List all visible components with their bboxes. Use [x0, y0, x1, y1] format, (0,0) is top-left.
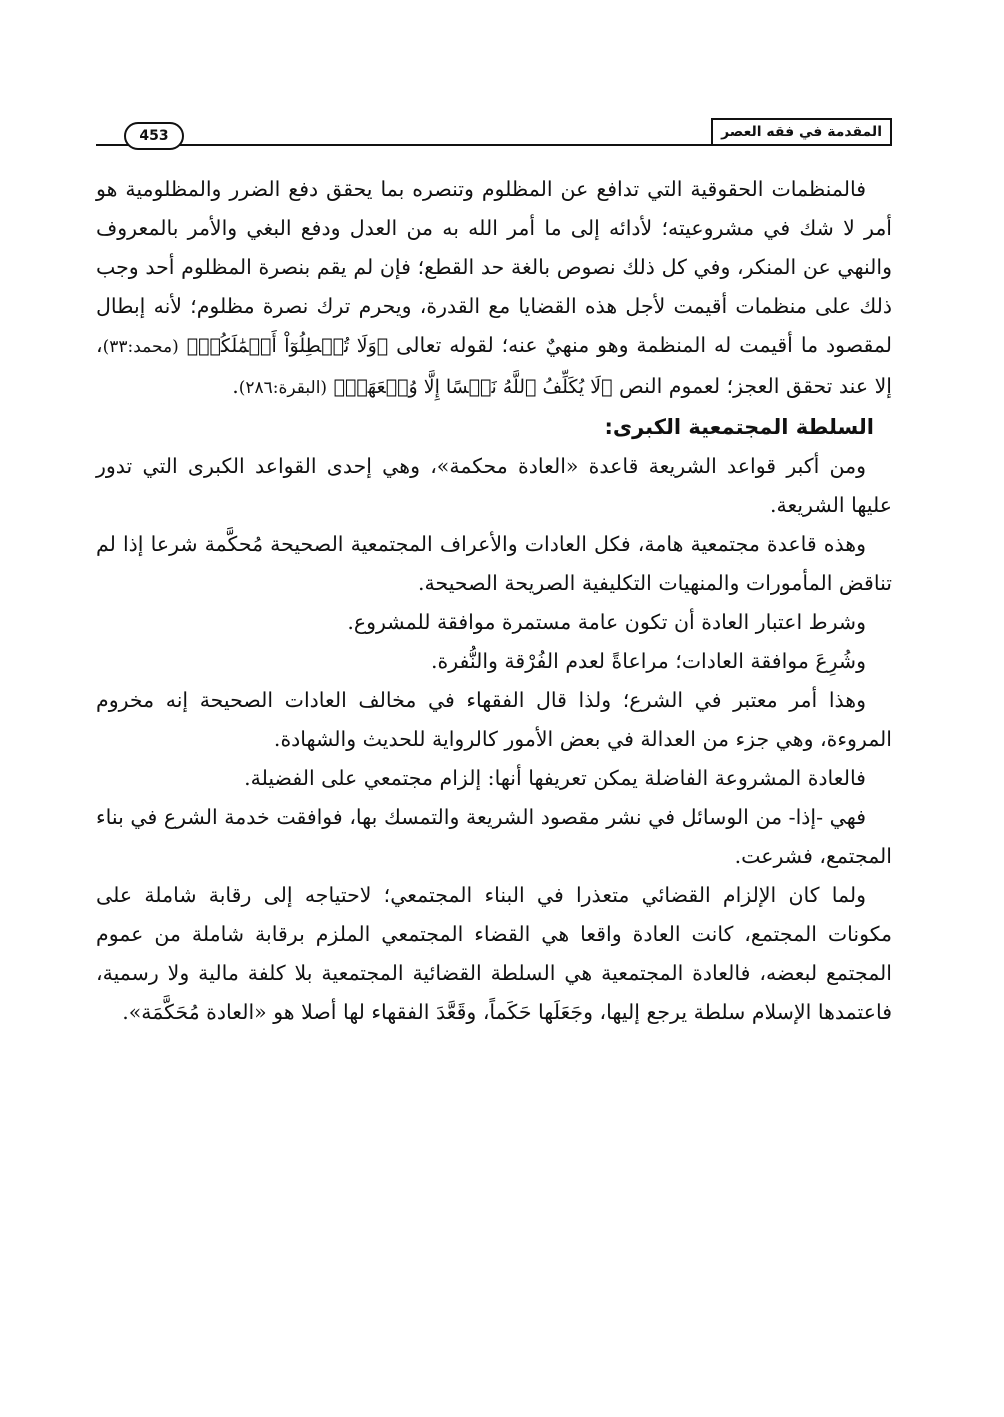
page-number: 453	[124, 122, 184, 150]
paragraph: ومن أكبر قواعد الشريعة قاعدة «العادة محكمة»، وهي إحدى القواعد الكبرى التي تدور عليها الشريعة.	[96, 454, 892, 517]
page-body	[96, 170, 892, 1032]
paragraph-text: .	[232, 374, 239, 398]
paragraph: ولما كان الإلزام القضائي متعذرا في البناء المجتمعي؛ لاحتياجه إلى رقابة شاملة على مكونات المجتمع، كانت العادة واقعا هي القضاء المجتمعي الملزم برقابة شاملة من عموم المجتمع لبعضه، فالعادة المجتمعية هي السلطة القضائية المجتمعية بلا كلفة مالية ولا رسمية، فاعتمدها الإسلام سلطة يرجع إليها، وجَعَلَها حَكَماً، وقَعَّدَ الفقهاء لها أصلا هو «العادة مُحَكَّمَة».	[96, 883, 892, 1024]
verse-reference: (البقرة:٢٨٦)	[238, 378, 328, 398]
running-title: المقدمة في فقه العصر	[711, 118, 892, 144]
quran-verse: ﴿لَا يُكَلِّفُ ٱللَّهُ نَفۡسًا إِلَّا وُسۡعَهَاۚ﴾	[333, 376, 613, 398]
header-rule	[96, 144, 892, 146]
paragraph: وهذا أمر معتبر في الشرع؛ ولذا قال الفقهاء في مخالف العادات الصحيحة إنه مخروم المروءة، وهي جزء من العدالة في بعض الأمور كالرواية للحديث والشهادة.	[96, 688, 892, 751]
section-heading: السلطة المجتمعية الكبرى:	[604, 415, 874, 439]
paragraph-organizations	[96, 170, 892, 408]
paragraph-text: ، إلا عند تحقق العجز؛ لعموم النص	[96, 333, 892, 398]
quran-verse: ﴿وَلَا تُبۡطِلُوٓاْ أَعۡمَٰلَكُمۡ﴾	[186, 335, 389, 357]
paragraph: فهي -إذا- من الوسائل في نشر مقصود الشريعة والتمسك بها، فوافقت خدمة الشرع في بناء المجتمع، فشرعت.	[96, 805, 892, 868]
paragraph-text: فالمنظمات الحقوقية التي تدافع عن المظلوم وتنصره بما يحقق دفع الضرر والمظلومية هو أمر لا شك في مشروعيته؛ لأدائه إلى ما أمر الله به من العدل ودفع البغي والأمر بالمعروف والنهي عن المنكر، وفي كل ذلك نصوص بالغة حد القطع؛ فإن لم يقم بنصرة المظلوم أحد وجب ذلك على منظمات أقيمت لأجل هذه القضايا مع القدرة، ويحرم ترك نصرة مظلوم؛ لأنه إبطال لمقصود ما أقيمت له المنظمة وهو منهيٌ عنه؛ لقوله تعالى	[96, 177, 892, 357]
paragraph: وشرط اعتبار العادة أن تكون عامة مستمرة موافقة للمشروع.	[347, 610, 866, 634]
verse-reference: (محمد:٣٣)	[102, 337, 179, 357]
paragraph: وهذه قاعدة مجتمعية هامة، فكل العادات والأعراف المجتمعية الصحيحة مُحكَّمة شرعا إذا لم تناقض المأمورات والمنهيات التكليفية الصريحة الصحيحة.	[96, 532, 892, 595]
paragraph: فالعادة المشروعة الفاضلة يمكن تعريفها أنها: إلزام مجتمعي على الفضيلة.	[244, 766, 866, 790]
paragraph: وشُرِعَ موافقة العادات؛ مراعاةً لعدم الفُرْقة والنُّفرة.	[430, 649, 866, 673]
page-header	[96, 118, 892, 152]
